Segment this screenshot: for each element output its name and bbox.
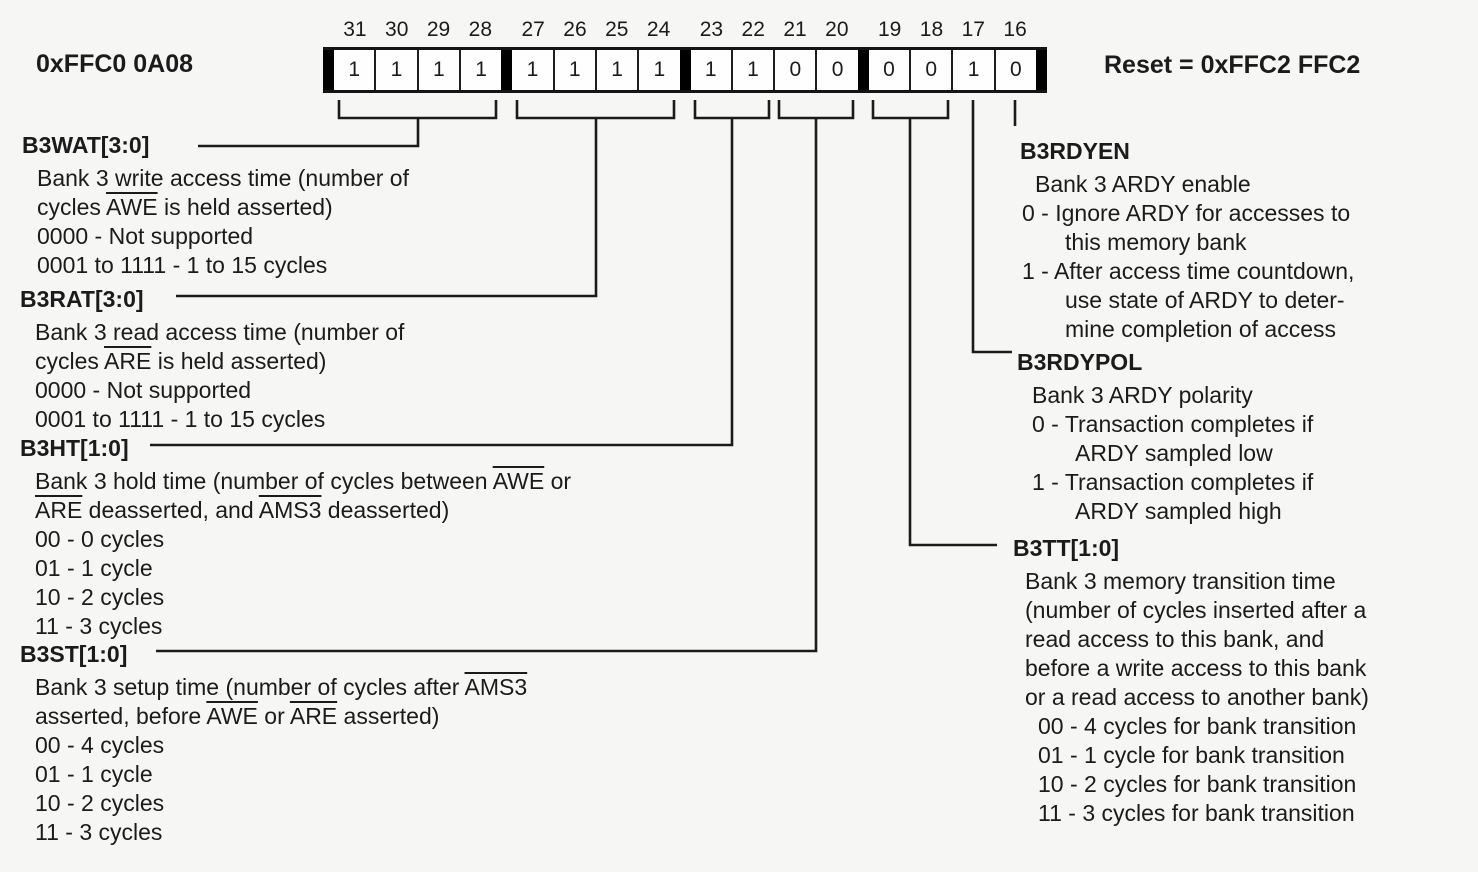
bracket-b3tt: [873, 100, 948, 118]
field-description: [35, 318, 404, 434]
bit-number: 31: [343, 18, 367, 41]
field-label: B3RDYPOL: [1017, 349, 1143, 375]
bit-number: 26: [563, 18, 587, 41]
field-line: use state of ARDY to deter-: [1065, 287, 1345, 313]
field-line: 0000 - Not supported: [35, 377, 252, 403]
field-line: Bank 3 write access time (number of: [37, 165, 409, 191]
field-b3rat: [20, 285, 404, 434]
field-line: 01 - 1 cycle: [35, 761, 153, 787]
nibble-divider: [323, 50, 334, 90]
field-line: 00 - 4 cycles: [35, 732, 165, 758]
nibble-divider: [501, 50, 512, 90]
field-line: before a write access to this bank: [1025, 655, 1367, 681]
field-line: 00 - 4 cycles for bank transition: [1038, 713, 1357, 739]
field-label: B3RDYEN: [1020, 138, 1130, 164]
field-line: cycles $\overline{AWE}$ is held asserted): [37, 194, 333, 220]
field-description: [35, 673, 527, 847]
bit-number: 23: [699, 18, 724, 41]
field-line: 01 - 1 cycle for bank transition: [1038, 742, 1345, 768]
field-b3rdypol: [1017, 348, 1313, 526]
bit-value: 0: [815, 50, 857, 90]
nibble-divider: [858, 50, 869, 90]
bit-value: 0: [994, 50, 1036, 90]
field-b3tt: [1013, 534, 1369, 828]
field-line: ARDY sampled low: [1075, 440, 1273, 466]
bit-number: 27: [521, 18, 545, 41]
bit-number: 30: [385, 18, 409, 41]
bit-value: 1: [704, 58, 717, 81]
bit-value: 0: [883, 58, 895, 81]
bit-number: 19: [877, 18, 902, 41]
bit-value: 0: [773, 50, 815, 90]
bit-number: 18: [919, 18, 944, 41]
field-line: Bank 3 ARDY enable: [1035, 171, 1251, 197]
field-line: 10 - 2 cycles: [35, 584, 165, 610]
field-line: 1 - Transaction completes if: [1032, 469, 1314, 495]
bit-number: 16: [1003, 18, 1027, 41]
field-description: [1032, 381, 1313, 526]
field-line: Bank 3 setup time (number of cycles after AMS3: [35, 674, 528, 700]
field-line: $\overline{ARE}$ deasserted, and AMS3 deasserted): [35, 497, 450, 523]
bracket-b3rat: [517, 100, 674, 118]
field-line: Bank 3 memory transition time: [1025, 568, 1336, 594]
field-line: mine completion of access: [1065, 316, 1337, 342]
field-line: 0001 to 1111 - 1 to 15 cycles: [35, 406, 326, 432]
field-description: [37, 164, 409, 280]
field-b3wat: [22, 131, 409, 280]
field-line: 0000 - Not supported: [37, 223, 254, 249]
bracket-b3st: [779, 100, 853, 118]
bit-value: 1: [731, 50, 773, 90]
bit-value: 1: [595, 50, 637, 90]
bit-value: 1: [459, 50, 501, 90]
nibble-divider: [1036, 50, 1047, 90]
reset-value: Reset = 0xFFC2 FFC2: [1104, 51, 1361, 79]
field-description: [1025, 567, 1369, 828]
bit-number: 17: [961, 18, 985, 41]
field-line: Bank 3 ARDY polarity: [1032, 382, 1253, 408]
field-label: B3WAT[3:0]: [22, 132, 150, 158]
bit-value: 1: [374, 50, 416, 90]
bit-number: 28: [468, 18, 493, 41]
field-line: 10 - 2 cycles: [35, 790, 165, 816]
bracket-b3ht: [695, 100, 769, 118]
field-line: Bank 3 hold time (number of cycles between $\overline{AWE}$ or: [35, 468, 572, 494]
field-description: [35, 467, 571, 641]
field-b3ht: [20, 434, 571, 641]
field-description: [1022, 170, 1354, 344]
bit-value: 0: [909, 50, 951, 90]
field-line: 0 - Ignore ARDY for accesses to: [1022, 200, 1351, 226]
bit-value: 1: [951, 50, 993, 90]
register-box: [323, 47, 1047, 93]
bit-value: 1: [348, 58, 360, 81]
field-b3st: [20, 640, 527, 847]
field-line: asserted, before $\overline{AWE}$ or $\overline{ARE}$ asserted): [35, 703, 440, 729]
bit-value: 1: [637, 50, 679, 90]
bit-number: 25: [605, 18, 629, 41]
bit-value: 1: [526, 58, 539, 81]
bit-number: 22: [741, 18, 765, 41]
nibble-divider: [680, 50, 691, 90]
bit-number: 24: [646, 18, 671, 41]
field-line: cycles $\overline{ARE}$ is held asserted): [35, 348, 327, 374]
bit-number: 29: [426, 18, 451, 41]
field-b3rdyen: [1020, 137, 1354, 344]
field-line: 10 - 2 cycles for bank transition: [1038, 771, 1357, 797]
field-label: B3TT[1:0]: [1013, 535, 1120, 561]
field-line: this memory bank: [1065, 229, 1247, 255]
lead-b3rdypol: [973, 100, 1012, 352]
field-line: or a read access to another bank): [1025, 684, 1369, 710]
field-line: (number of cycles inserted after a: [1025, 597, 1367, 623]
field-label: B3HT[1:0]: [20, 435, 129, 461]
bit-value: 1: [417, 50, 459, 90]
field-line: 11 - 3 cycles for bank transition: [1038, 800, 1355, 826]
field-line: 0001 to 1111 - 1 to 15 cycles: [37, 252, 328, 278]
field-label: B3RAT[3:0]: [20, 286, 144, 312]
field-line: 11 - 3 cycles: [35, 819, 163, 845]
bit-number-row: [323, 16, 1047, 44]
bit-number: 20: [825, 18, 849, 41]
field-line: 0 - Transaction completes if: [1032, 411, 1314, 437]
bit-value: 1: [553, 50, 595, 90]
field-line: Bank 3 read access time (number of: [35, 319, 405, 345]
bracket-b3wat: [339, 100, 496, 118]
field-line: 11 - 3 cycles: [35, 613, 163, 639]
field-line: 01 - 1 cycle: [35, 555, 153, 581]
register-address: 0xFFC0 0A08: [36, 50, 194, 78]
bit-number: 21: [783, 18, 807, 41]
field-line: read access to this bank, and: [1025, 626, 1325, 652]
field-line: ARDY sampled high: [1075, 498, 1282, 524]
field-line: 00 - 0 cycles: [35, 526, 165, 552]
field-line: 1 - After access time countdown,: [1022, 258, 1355, 284]
lead-b3tt: [910, 118, 997, 545]
field-label: B3ST[1:0]: [20, 641, 128, 667]
